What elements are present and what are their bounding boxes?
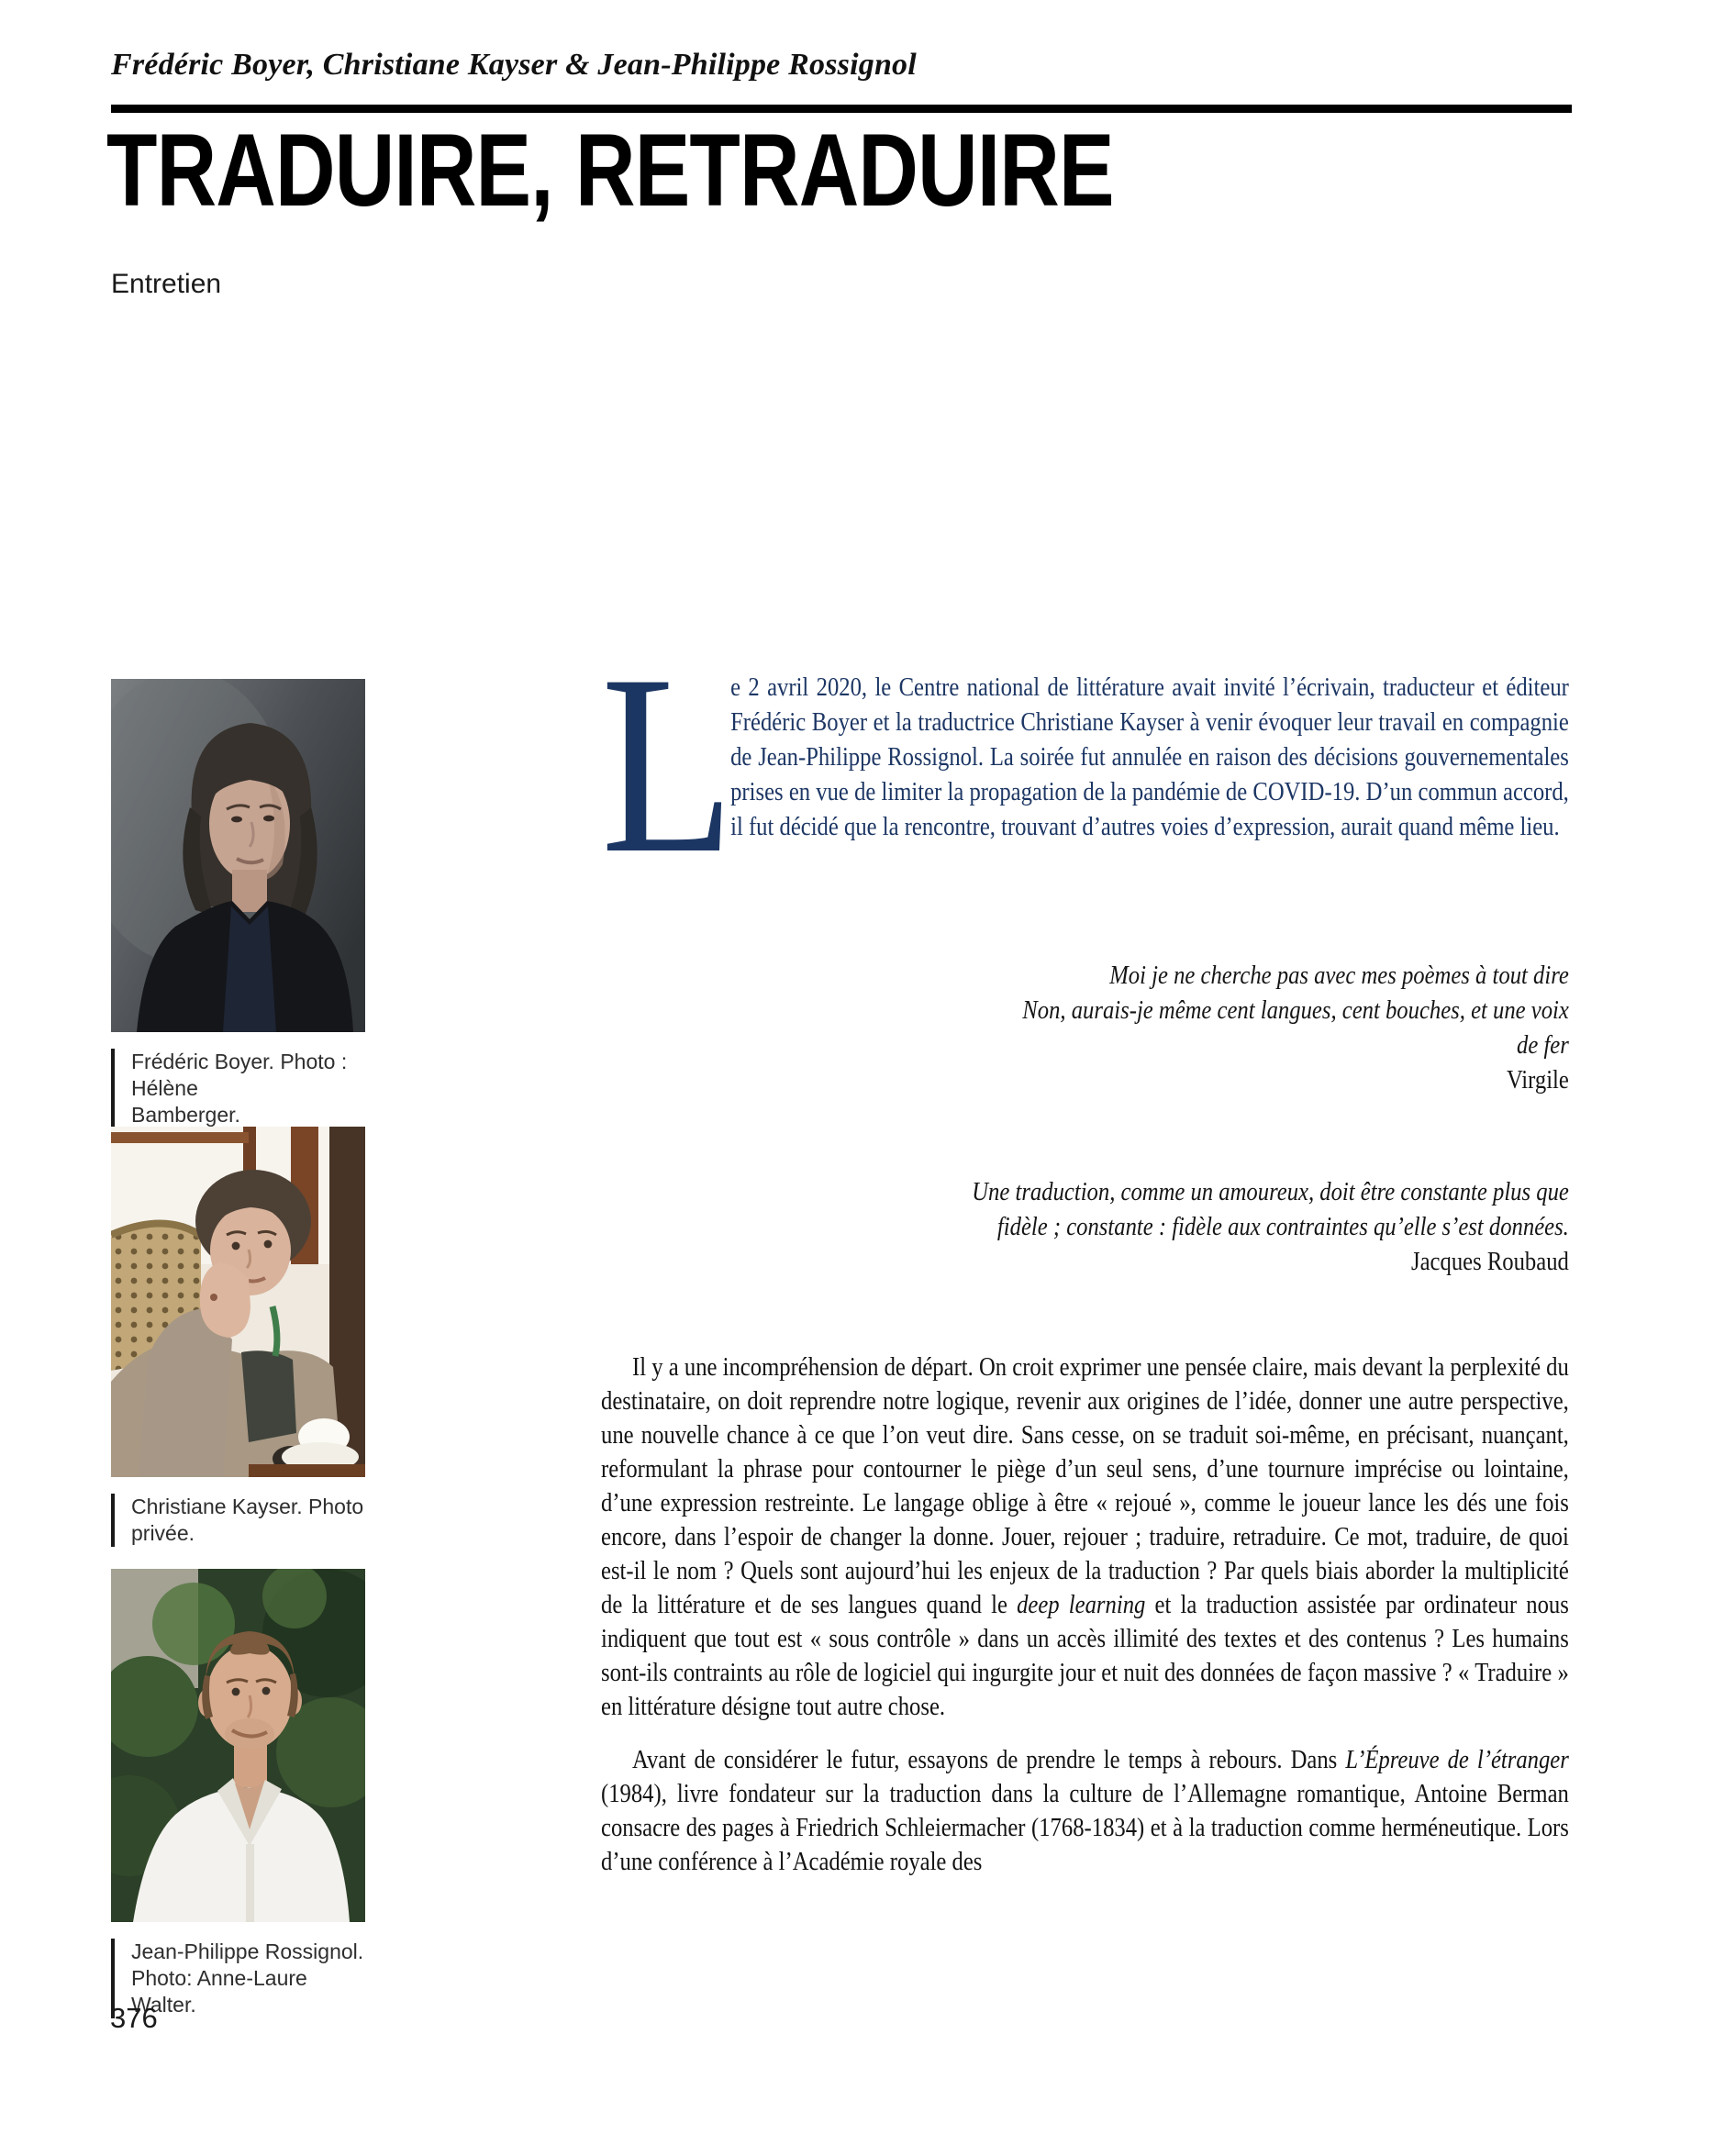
figure-jean-philippe-rossignol <box>111 1569 365 2018</box>
portrait-jean-philippe-rossignol-photo <box>111 1569 365 1922</box>
epigraph-quote: Moi je ne cherche pas avec mes poèmes à tout dire Non, aurais-je même cent langues, cent bouches, et une voix de fer <box>1022 961 1569 1060</box>
epigraph-attribution: Jacques Roubaud <box>1411 1247 1569 1276</box>
figure-christiane-kayser <box>111 1127 365 1547</box>
body-text <box>601 1350 1569 1879</box>
body-paragraph: Il y a une incompréhension de départ. On croit exprimer une pensée claire, mais devant la perplexité du destinataire, on doit reprendre notre logique, revenir aux origines de l’idée, donner une autre perspective, une nouvelle chance à ce que l’on veut dire. Sans cesse, on se traduit soi-même, en précisant, nuançant, reformulant la phrase pour contourner le piège d’un seul sens, d’une tournure imprécise ou lointaine, d’une expression restreinte. Le langage oblige à être « rejoué », comme le joueur lance les dés une fois encore, dans l’espoir de changer la donne. Jouer, rejouer ; traduire, retraduire. Ce mot, traduire, de quoi est-il le nom ? Quels sont aujourd’hui les enjeux de la traduction ? Par quels biais aborder la multiplicité de la littérature et de ses langues quand le deep learning et la traduction assistée par ordinateur nous indiquent que tout est « sous contrôle » dans un accès illimité des textes et des contenus ? Les humains sont-ils contraints au rôle de logiciel qui ingurgite jour et nuit des données de façon massive ? « Traduire » en littérature désigne tout autre chose. <box>601 1352 1569 1721</box>
epigraph-roubaud <box>601 1174 1569 1279</box>
main-text-column <box>601 0 1569 2156</box>
dropcap-letter: L <box>601 621 735 906</box>
genre-label: Entretien <box>111 269 222 299</box>
epigraph-quote: Une traduction, comme un amoureux, doit être constante plus que fidèle ; constante : fidèle aux contraintes qu’elle s’est données. <box>972 1177 1569 1241</box>
lead-paragraph <box>601 621 1569 906</box>
authors-line: Frédéric Boyer, Christiane Kayser & Jean-Philippe Rossignol <box>111 48 917 82</box>
lead-text: e 2 avril 2020, le Centre national de littérature avait invité l’écrivain, traducteur et éditeur Frédéric Boyer et la traductrice Christiane Kayser à venir évoquer leur travail en compagnie de Jean-Philippe Rossignol. La soirée fut annulée en raison des décisions gouvernementales prises en vue de limiter la propagation de la pandémie de COVID-19. D’un commun accord, il fut décidé que la rencontre, trouvant d’autres voies d’expression, aurait quand même lieu. <box>730 672 1569 841</box>
portrait-christiane-kayser-photo <box>111 1127 365 1477</box>
photo-caption: Frédéric Boyer. Photo : Hélène Bamberger. <box>111 1049 365 1128</box>
photo-caption: Christiane Kayser. Photo privée. <box>111 1494 365 1547</box>
epigraph-virgile <box>601 958 1569 1097</box>
portrait-frederic-boyer-photo <box>111 679 365 1032</box>
figure-frederic-boyer <box>111 679 365 1128</box>
page-number: 376 <box>110 2002 158 2034</box>
epigraph-attribution: Virgile <box>1506 1065 1569 1095</box>
page-title: TRADUIRE, RETRADUIRE <box>106 113 1114 228</box>
body-paragraph: Avant de considérer le futur, essayons de prendre le temps à rebours. Dans L’Épreuve de l’étranger (1984), livre fondateur sur la traduction dans la culture de l’Allemagne romantique, Antoine Berman consacre des pages à Friedrich Schleiermacher (1768-1834) et à la traduction comme herméneutique. Lors d’une conférence à l’Académie royale des <box>601 1745 1569 1876</box>
photo-caption: Jean-Philippe Rossignol. Photo: Anne-Laure Walter. <box>111 1939 365 2018</box>
